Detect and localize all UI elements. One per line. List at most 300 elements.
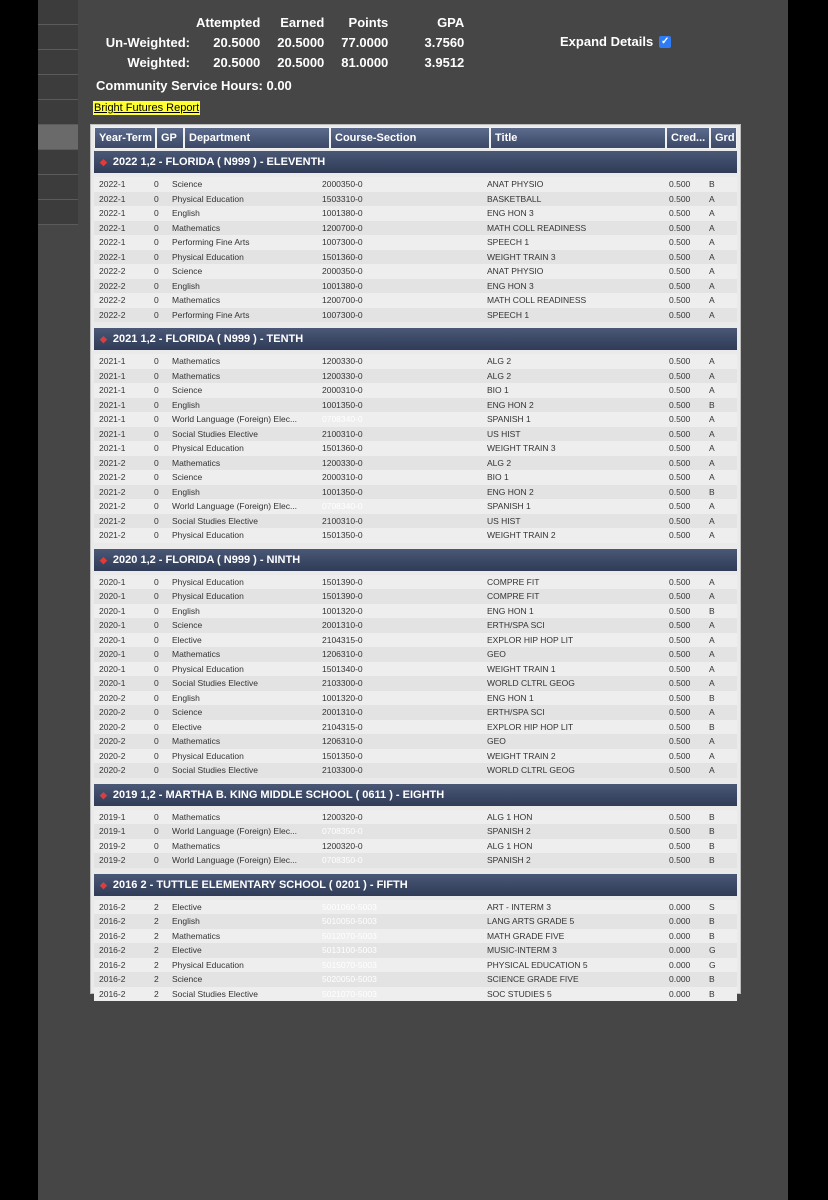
cell-year-term: 2020-1 [99, 620, 126, 630]
cell-course-section[interactable]: 2103300-0 [322, 765, 363, 775]
cell-department: English [172, 280, 200, 291]
table-row[interactable] [94, 528, 737, 543]
cell-course-section[interactable]: 5021070-5003 [322, 988, 377, 999]
cell-year-term: 2020-2 [99, 692, 126, 703]
side-tab[interactable] [38, 100, 78, 125]
table-row[interactable] [94, 618, 737, 633]
term-section-header[interactable] [94, 784, 737, 806]
cell-gp: 2 [154, 945, 159, 955]
cell-gp: 0 [154, 620, 159, 630]
cell-gp: 0 [154, 428, 159, 439]
table-row[interactable] [94, 514, 737, 529]
cell-title: ANAT PHYSIO [487, 266, 544, 276]
side-tab[interactable] [38, 75, 78, 100]
unweighted-earned: 20.5000 [277, 34, 325, 50]
cell-title: WEIGHT TRAIN 3 [487, 443, 556, 453]
col-department[interactable]: Department [184, 127, 330, 149]
cell-department: Performing Fine Arts [172, 309, 250, 320]
table-row[interactable] [94, 662, 737, 677]
table-row[interactable] [94, 604, 737, 619]
cell-department: Social Studies Elective [172, 428, 258, 439]
cell-department: Social Studies Elective [172, 678, 258, 688]
cell-course-section[interactable]: 2100310-0 [322, 515, 363, 526]
cell-title: ENG HON 2 [487, 486, 534, 497]
cell-gp: 2 [154, 974, 159, 984]
cell-year-term: 2020-1 [99, 649, 126, 659]
collapse-icon[interactable]: ◆ [100, 554, 107, 565]
cell-title: ART - INTERM 3 [487, 901, 551, 912]
table-row[interactable] [94, 264, 737, 279]
cell-year-term: 2019-2 [99, 840, 126, 851]
cell-title: ENG HON 1 [487, 692, 534, 703]
cell-year-term: 2020-1 [99, 634, 126, 645]
cell-course-section[interactable]: 5012070-5003 [322, 930, 377, 941]
cell-course-section[interactable]: 0708350-0 [322, 826, 363, 836]
cell-credit: 0.500 [669, 634, 691, 645]
cell-gp: 0 [154, 443, 159, 453]
cell-credit: 0.500 [669, 280, 691, 291]
table-row[interactable] [94, 470, 737, 485]
cell-gp: 0 [154, 472, 159, 482]
cell-title: WEIGHT TRAIN 2 [487, 530, 556, 540]
cell-credit: 0.000 [669, 916, 691, 926]
cell-title: ALG 2 [487, 457, 512, 468]
table-row[interactable] [94, 221, 737, 236]
cell-credit: 0.500 [669, 472, 691, 482]
cell-gp: 0 [154, 356, 159, 366]
cell-course-section[interactable]: 2104315-0 [322, 634, 363, 645]
cell-department: Mathematics [172, 840, 221, 851]
table-row[interactable] [94, 900, 737, 915]
cell-title: MATH GRADE FIVE [487, 930, 565, 941]
cell-grade: A [709, 678, 715, 688]
table-row[interactable] [94, 734, 737, 749]
cell-year-term: 2022-2 [99, 280, 126, 291]
side-tab[interactable] [38, 50, 78, 75]
cell-title: SCIENCE GRADE FIVE [487, 974, 579, 984]
term-rows [91, 896, 740, 1006]
cell-course-section[interactable]: 1206310-0 [322, 649, 363, 659]
cell-department: English [172, 605, 200, 616]
cell-gp: 2 [154, 930, 159, 941]
expand-details-checkbox[interactable]: ✓ [661, 35, 670, 47]
cell-grade: A [709, 736, 715, 746]
weighted-earned: 20.5000 [277, 54, 325, 70]
cell-course-section[interactable]: 2100310-0 [322, 428, 363, 439]
table-row[interactable] [94, 398, 737, 413]
cell-credit: 0.500 [669, 855, 691, 865]
cell-course-section[interactable]: 1200330-0 [322, 457, 363, 468]
cell-course-section[interactable]: 2000310-0 [322, 472, 363, 482]
cell-course-section[interactable]: 2104315-0 [322, 721, 363, 732]
cell-gp: 0 [154, 486, 159, 497]
cell-course-section[interactable]: 5020050-5003 [322, 974, 377, 984]
table-row[interactable] [94, 192, 737, 207]
grid-header [94, 127, 737, 149]
cell-year-term: 2022-2 [99, 295, 126, 305]
term-section-title: 2022 1,2 - FLORIDA ( N999 ) - ELEVENTH [112, 156, 326, 168]
cell-gp: 0 [154, 707, 159, 717]
cell-year-term: 2022-1 [99, 222, 126, 233]
cell-credit: 0.500 [669, 179, 691, 189]
col-credit[interactable]: Cred... [666, 127, 710, 149]
cell-course-section[interactable]: 1501350-0 [322, 530, 363, 540]
unweighted-points: 77.0000 [341, 34, 389, 50]
table-row[interactable] [94, 647, 737, 662]
cell-title: BIO 1 [487, 385, 509, 395]
side-tab[interactable] [38, 0, 78, 25]
cell-course-section[interactable]: 0708340-0 [322, 414, 363, 424]
cell-year-term: 2020-1 [99, 663, 126, 674]
cell-gp: 0 [154, 634, 159, 645]
cell-department: English [172, 692, 200, 703]
cell-grade: B [709, 930, 715, 941]
cell-department: Mathematics [172, 457, 221, 468]
cell-gp: 0 [154, 811, 159, 822]
cell-department: Mathematics [172, 930, 221, 941]
table-row[interactable] [94, 575, 737, 590]
cell-title: ALG 2 [487, 370, 512, 381]
cell-gp: 0 [154, 193, 159, 204]
table-row[interactable] [94, 720, 737, 735]
cell-credit: 0.500 [669, 443, 691, 453]
side-tab-list [38, 0, 78, 230]
col-title[interactable]: Title [490, 127, 666, 149]
term-section-header[interactable] [94, 874, 737, 896]
cell-title: ERTH/SPA SCI [487, 707, 545, 717]
cell-gp: 0 [154, 678, 159, 688]
cell-title: GEO [487, 736, 506, 746]
table-row[interactable] [94, 250, 737, 265]
cell-gp: 0 [154, 295, 159, 305]
collapse-icon[interactable]: ◆ [100, 334, 107, 344]
cell-year-term: 2020-2 [99, 750, 126, 761]
cell-department: Science [172, 620, 203, 630]
table-row[interactable] [94, 412, 737, 427]
cell-department: Science [172, 707, 203, 717]
table-row[interactable] [94, 279, 737, 294]
side-tab[interactable] [38, 25, 78, 50]
table-row[interactable] [94, 763, 737, 778]
table-row[interactable] [94, 456, 737, 471]
cell-course-section[interactable]: 5001060-5003 [322, 901, 377, 912]
cell-gp: 0 [154, 750, 159, 761]
cell-grade: A [709, 765, 715, 775]
collapse-icon[interactable]: ◆ [100, 879, 107, 890]
table-row[interactable] [94, 810, 737, 825]
cell-credit: 0.500 [669, 811, 691, 822]
cell-grade: A [709, 370, 715, 381]
header-gpa: GPA [437, 14, 465, 30]
weighted-gpa: 3.9512 [424, 54, 465, 70]
cell-grade: A [709, 515, 715, 526]
cell-grade: B [709, 916, 715, 926]
cell-department: Mathematics [172, 370, 221, 381]
cell-course-section[interactable]: 1501340-0 [322, 663, 363, 674]
table-row[interactable] [94, 235, 737, 250]
cell-gp: 0 [154, 370, 159, 381]
cell-credit: 0.500 [669, 736, 691, 746]
table-row[interactable] [94, 441, 737, 456]
cell-credit: 0.000 [669, 988, 691, 999]
cell-course-section[interactable]: 1001380-0 [322, 280, 363, 291]
cell-grade: A [709, 280, 715, 291]
cell-credit: 0.500 [669, 678, 691, 688]
table-row[interactable] [94, 853, 737, 868]
cell-course-section[interactable]: 2000350-0 [322, 266, 363, 276]
left-frame [0, 0, 38, 1200]
cell-title: SOC STUDIES 5 [487, 988, 552, 999]
cell-department: Physical Education [172, 193, 244, 204]
table-row[interactable] [94, 427, 737, 442]
cell-department: Mathematics [172, 222, 221, 233]
table-row[interactable] [94, 824, 737, 839]
side-tab[interactable] [38, 175, 78, 200]
cell-course-section[interactable]: 0708350-0 [322, 855, 363, 865]
cell-credit: 0.500 [669, 356, 691, 366]
cell-grade: B [709, 399, 715, 410]
table-row[interactable] [94, 499, 737, 514]
cell-course-section[interactable]: 1503310-0 [322, 193, 363, 204]
term-section-title: 2019 1,2 - MARTHA B. KING MIDDLE SCHOOL ( 0611 ) - EIGHTH [112, 788, 445, 801]
side-tab-active[interactable] [38, 125, 78, 150]
cell-credit: 0.500 [669, 605, 691, 616]
gpa-summary [92, 12, 472, 72]
cell-credit: 0.500 [669, 193, 691, 204]
cell-course-section[interactable]: 5013100-5003 [322, 945, 377, 955]
cell-gp: 0 [154, 515, 159, 526]
header-points: Points [348, 14, 389, 30]
cell-year-term: 2020-1 [99, 678, 126, 688]
cell-course-section[interactable]: 2001310-0 [322, 707, 363, 717]
table-row[interactable] [94, 485, 737, 500]
cell-grade: B [709, 721, 715, 732]
cell-course-section[interactable]: 2000310-0 [322, 385, 363, 395]
cell-title: COMPRE FIT [487, 576, 540, 587]
table-row[interactable] [94, 308, 737, 323]
cell-grade: B [709, 486, 715, 497]
cell-title: ANAT PHYSIO [487, 179, 544, 189]
table-row[interactable] [94, 914, 737, 929]
table-row[interactable] [94, 293, 737, 308]
cell-credit: 0.500 [669, 428, 691, 439]
cell-credit: 0.500 [669, 649, 691, 659]
cell-course-section[interactable]: 1007300-0 [322, 237, 363, 247]
cell-grade: A [709, 309, 715, 320]
cell-course-section[interactable]: 2103300-0 [322, 678, 363, 688]
cell-department: Mathematics [172, 356, 221, 366]
cell-course-section[interactable]: 1200320-0 [322, 840, 363, 851]
col-year-term[interactable]: Year-Term [94, 127, 156, 149]
table-row[interactable] [94, 691, 737, 706]
cell-year-term: 2020-2 [99, 721, 126, 732]
cell-year-term: 2021-2 [99, 501, 126, 511]
table-row[interactable] [94, 705, 737, 720]
cell-course-section[interactable]: 1501360-0 [322, 443, 363, 453]
cell-course-section[interactable]: 5010050-5003 [322, 916, 377, 926]
cell-year-term: 2021-2 [99, 515, 126, 526]
cell-department: Mathematics [172, 295, 221, 305]
cell-title: SPEECH 1 [487, 237, 530, 247]
cell-gp: 0 [154, 576, 159, 587]
cell-grade: A [709, 222, 715, 233]
cell-department: Science [172, 179, 203, 189]
cell-title: SPANISH 2 [487, 826, 531, 836]
cell-title: SPANISH 1 [487, 501, 531, 511]
cell-department: Social Studies Elective [172, 515, 258, 526]
cell-grade: A [709, 443, 715, 453]
cell-credit: 0.500 [669, 251, 691, 262]
cell-course-section[interactable]: 1501360-0 [322, 251, 363, 262]
cell-credit: 0.500 [669, 515, 691, 526]
cell-credit: 0.000 [669, 959, 691, 970]
table-row[interactable] [94, 839, 737, 854]
cell-credit: 0.500 [669, 692, 691, 703]
cell-department: Physical Education [172, 576, 244, 587]
side-tab[interactable] [38, 150, 78, 175]
cell-course-section[interactable]: 1007300-0 [322, 309, 363, 320]
side-tab[interactable] [38, 200, 78, 225]
cell-course-section[interactable]: 1001320-0 [322, 692, 363, 703]
cell-gp: 0 [154, 280, 159, 291]
cell-title: ALG 2 [487, 356, 512, 366]
cell-course-section[interactable]: 5015070-5003 [322, 959, 377, 970]
cell-gp: 0 [154, 721, 159, 732]
cell-gp: 0 [154, 208, 159, 218]
cell-grade: A [709, 663, 715, 674]
term-section-header[interactable] [94, 151, 737, 173]
cell-year-term: 2020-2 [99, 707, 126, 717]
cell-title: EXPLOR HIP HOP LIT [487, 634, 574, 645]
cell-course-section[interactable]: 1501390-0 [322, 576, 363, 587]
cell-grade: A [709, 251, 715, 262]
cell-year-term: 2021-1 [99, 414, 126, 424]
cell-course-section[interactable]: 1501390-0 [322, 591, 363, 601]
collapse-icon[interactable]: ◆ [100, 157, 107, 167]
cell-department: Physical Education [172, 663, 244, 674]
cell-year-term: 2021-1 [99, 385, 126, 395]
cell-title: ENG HON 1 [487, 605, 534, 616]
cell-grade: G [709, 945, 716, 955]
term-section-header[interactable] [94, 549, 737, 571]
cell-gp: 0 [154, 649, 159, 659]
cell-grade: A [709, 457, 715, 468]
cell-course-section[interactable]: 1200700-0 [322, 222, 363, 233]
col-course-section[interactable]: Course-Section [330, 127, 490, 149]
cell-course-section[interactable]: 1206310-0 [322, 736, 363, 746]
cell-department: Elective [172, 945, 202, 955]
table-row[interactable] [94, 633, 737, 648]
cell-gp: 0 [154, 736, 159, 746]
expand-details-toggle[interactable] [560, 34, 671, 49]
cell-credit: 0.000 [669, 945, 691, 955]
cell-course-section[interactable]: 1001380-0 [322, 208, 363, 218]
cell-year-term: 2021-2 [99, 486, 126, 497]
table-row[interactable] [94, 929, 737, 944]
cell-gp: 2 [154, 959, 159, 970]
term-rows [91, 571, 740, 782]
term-section-header[interactable] [94, 328, 737, 350]
weighted-attempted: 20.5000 [213, 54, 261, 70]
cell-grade: A [709, 707, 715, 717]
table-row[interactable] [94, 383, 737, 398]
cell-year-term: 2019-2 [99, 855, 126, 865]
table-row[interactable] [94, 206, 737, 221]
cell-department: Physical Education [172, 443, 244, 453]
cell-year-term: 2020-1 [99, 591, 126, 601]
cell-department: Physical Education [172, 750, 244, 761]
expand-details-label: Expand Details [560, 34, 654, 49]
table-row[interactable] [94, 987, 737, 1002]
cell-course-section[interactable]: 1001320-0 [322, 605, 363, 616]
table-row[interactable] [94, 177, 737, 192]
cell-course-section[interactable]: 1001350-0 [322, 399, 363, 410]
cell-year-term: 2020-2 [99, 736, 126, 746]
cell-gp: 0 [154, 309, 159, 320]
col-grade[interactable]: Grd [710, 127, 737, 149]
cell-title: SPANISH 2 [487, 855, 531, 865]
cell-course-section[interactable]: 2001310-0 [322, 620, 363, 630]
col-gp[interactable]: GP [156, 127, 184, 149]
cell-department: Elective [172, 721, 202, 732]
cell-course-section[interactable]: 2000350-0 [322, 179, 363, 189]
table-row[interactable] [94, 369, 737, 384]
cell-grade: A [709, 649, 715, 659]
cell-grade: B [709, 855, 715, 865]
cell-department: Elective [172, 901, 202, 912]
cell-department: English [172, 208, 200, 218]
cell-course-section[interactable]: 1200320-0 [322, 811, 363, 822]
community-service-hours: Community Service Hours: 0.00 [96, 78, 292, 93]
cell-course-section[interactable]: 1501350-0 [322, 750, 363, 761]
cell-year-term: 2021-2 [99, 457, 126, 468]
table-row[interactable] [94, 972, 737, 987]
cell-title: EXPLOR HIP HOP LIT [487, 721, 574, 732]
table-row[interactable] [94, 749, 737, 764]
table-row[interactable] [94, 676, 737, 691]
table-row[interactable] [94, 589, 737, 604]
table-row[interactable] [94, 354, 737, 369]
cell-credit: 0.500 [669, 266, 691, 276]
cell-course-section[interactable]: 1200330-0 [322, 370, 363, 381]
cell-year-term: 2016-2 [99, 916, 126, 926]
table-row[interactable] [94, 943, 737, 958]
cell-department: Physical Education [172, 591, 244, 601]
table-row[interactable] [94, 958, 737, 973]
cell-department: Elective [172, 634, 202, 645]
bright-futures-report-link[interactable]: Bright Futures Report [94, 102, 200, 114]
cell-credit: 0.500 [669, 721, 691, 732]
cell-course-section[interactable]: 1001350-0 [322, 486, 363, 497]
unweighted-attempted: 20.5000 [213, 34, 261, 50]
cell-credit: 0.500 [669, 663, 691, 674]
cell-course-section[interactable]: 1200700-0 [322, 295, 363, 305]
cell-course-section[interactable]: 0708340-0 [322, 501, 363, 511]
cell-credit: 0.500 [669, 750, 691, 761]
unweighted-label: Un-Weighted: [105, 34, 190, 50]
cell-grade: B [709, 840, 715, 851]
cell-grade: A [709, 193, 715, 204]
cell-title: PHYSICAL EDUCATION 5 [487, 959, 588, 970]
term-section-title: 2016 2 - TUTTLE ELEMENTARY SCHOOL ( 0201 ) - FIFTH [112, 878, 408, 891]
collapse-icon[interactable]: ◆ [100, 789, 107, 800]
cell-course-section[interactable]: 1200330-0 [322, 356, 363, 366]
cell-grade: A [709, 620, 715, 630]
cell-gp: 0 [154, 692, 159, 703]
cell-year-term: 2021-1 [99, 443, 126, 453]
cell-gp: 0 [154, 266, 159, 276]
cell-credit: 0.500 [669, 591, 691, 601]
